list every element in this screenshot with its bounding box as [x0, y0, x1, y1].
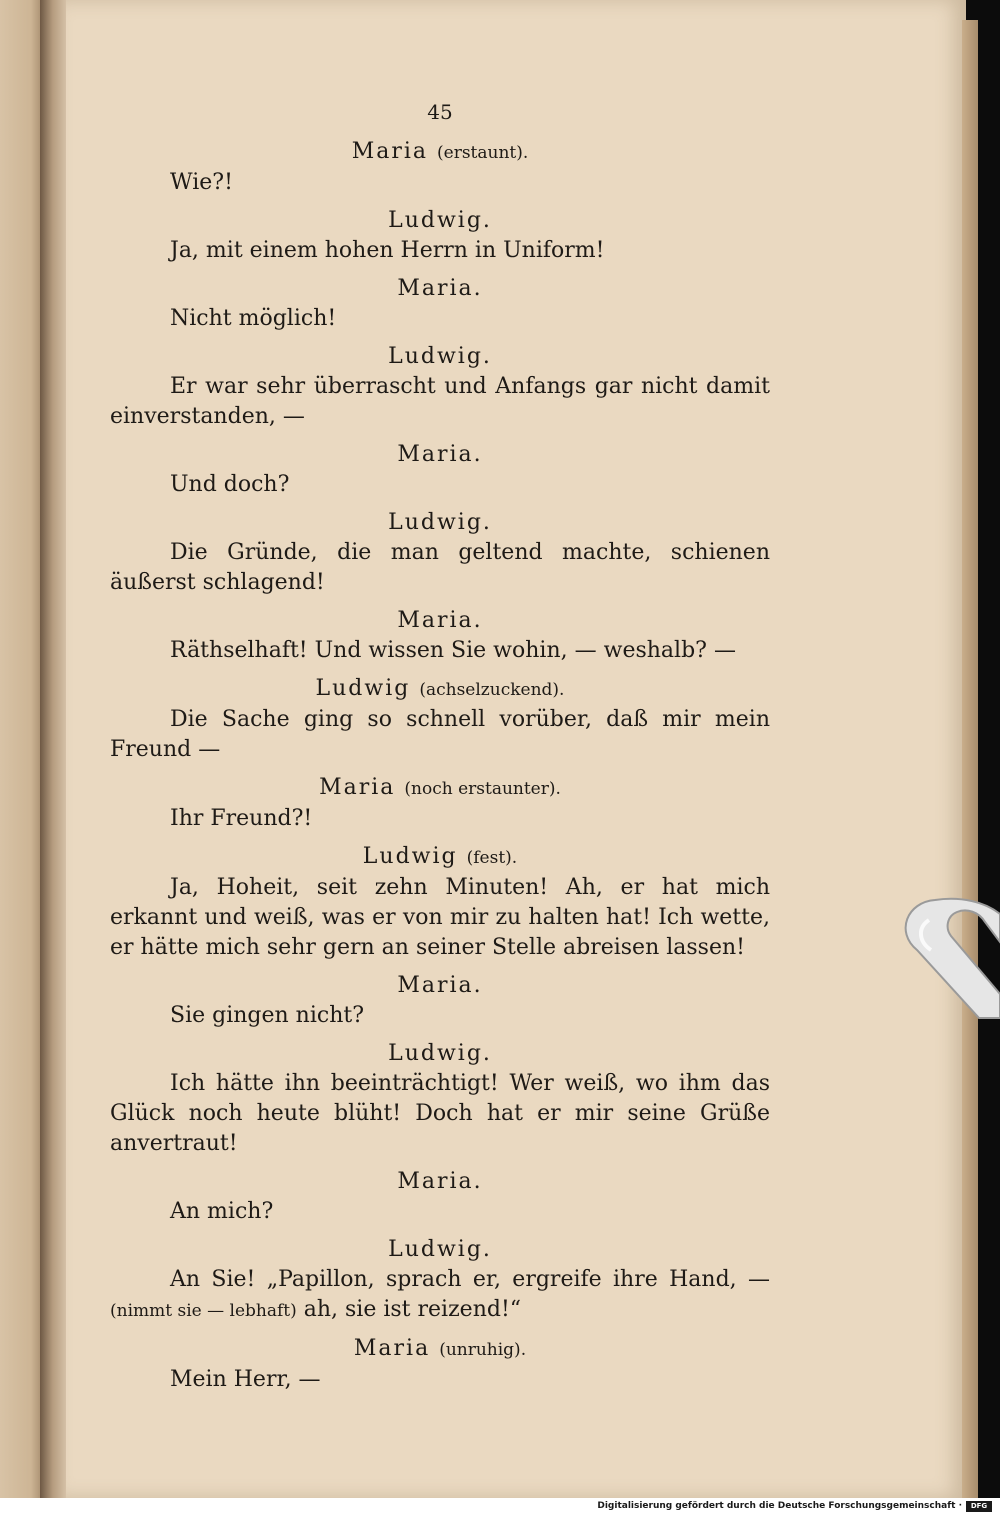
dialogue-line: Und doch? — [170, 472, 290, 497]
speaker-heading — [110, 1235, 770, 1265]
speaker-name: Maria. — [397, 973, 483, 998]
left-page-edge — [0, 0, 44, 1498]
dialogue-line: Sie gingen nicht? — [170, 1003, 365, 1028]
speaker-heading — [110, 1334, 770, 1365]
dialogue-line — [110, 1265, 770, 1326]
inline-stage-direction: (nimmt sie — lebhaft) — [110, 1301, 297, 1321]
dialogue-text: ah, sie ist reizend!“ — [303, 1297, 522, 1322]
dialogue-text: An Sie! „Papillon, sprach er, ergreife ihre Hand, — — [170, 1267, 770, 1292]
speaker-name: Maria. — [397, 442, 483, 467]
speaker-heading — [110, 674, 770, 705]
speaker-heading — [110, 842, 770, 873]
speaker-heading — [110, 274, 770, 304]
dfg-logo: DFG — [966, 1501, 992, 1512]
dialogue-line: Mein Herr, — — [170, 1367, 321, 1392]
stage-direction: (noch erstaunter). — [404, 779, 561, 799]
dialogue-line: An mich? — [170, 1199, 274, 1224]
dialogue-line: Räthselhaft! Und wissen Sie wohin, — weshalb? — — [170, 638, 736, 663]
dialogue-line: Ja, mit einem hohen Herrn in Uniform! — [170, 238, 605, 263]
speaker-name: Ludwig. — [388, 1041, 492, 1066]
speaker-heading — [110, 971, 770, 1001]
speaker-heading — [110, 1039, 770, 1069]
speaker-name: Ludwig — [362, 844, 458, 869]
speaker-name: Maria — [353, 1336, 431, 1361]
speaker-heading — [110, 206, 770, 236]
speaker-heading — [110, 1167, 770, 1197]
speaker-name: Maria — [351, 139, 429, 164]
page-stack-edge — [962, 20, 978, 1498]
page-text — [110, 95, 770, 1395]
speaker-name: Ludwig. — [388, 1237, 492, 1262]
speaker-heading — [110, 342, 770, 372]
page-number: 45 — [427, 100, 453, 124]
stage-direction: (fest). — [466, 848, 518, 868]
stage-direction: (erstaunt). — [437, 143, 529, 163]
speaker-heading — [110, 440, 770, 470]
speaker-name: Maria — [319, 775, 396, 800]
dialogue-line: Die Gründe, die man geltend machte, schienen äußerst schlagend! — [110, 540, 770, 595]
stage-direction: (achselzuckend). — [419, 680, 565, 700]
speaker-name: Maria. — [397, 276, 483, 301]
page-clip-icon — [895, 886, 1000, 1026]
dialogue-line: Nicht möglich! — [170, 306, 337, 331]
speaker-name: Ludwig. — [388, 344, 492, 369]
dialogue-line: Ich hätte ihn beeinträchtigt! Wer weiß, wo ihm das Glück noch heute blüht! Doch hat er mir seine Grüße anvertraut! — [110, 1071, 770, 1156]
dfg-credit-text: Digitalisierung gefördert durch die Deutsche Forschungsgemeinschaft · — [597, 1501, 962, 1511]
speaker-heading — [110, 606, 770, 636]
dialogue-line: Wie?! — [170, 170, 233, 195]
speaker-heading — [110, 508, 770, 538]
speaker-heading — [110, 137, 770, 168]
stage-direction: (unruhig). — [439, 1340, 527, 1360]
speaker-name: Ludwig. — [388, 208, 492, 233]
dialogue-line: Er war sehr überrascht und Anfangs gar nicht damit einverstanden, — — [110, 374, 770, 429]
speaker-name: Maria. — [397, 1169, 483, 1194]
dialogue-line: Ihr Freund?! — [170, 806, 313, 831]
speaker-name: Ludwig — [315, 676, 411, 701]
dialogue-line: Die Sache ging so schnell vorüber, daß mir mein Freund — — [110, 707, 770, 762]
speaker-name: Maria. — [397, 608, 483, 633]
speaker-heading — [110, 773, 770, 804]
speaker-name: Ludwig. — [388, 510, 492, 535]
dialogue-line: Ja, Hoheit, seit zehn Minuten! Ah, er hat mich erkannt und weiß, was er von mir zu halten hat! Ich wette, er hätte mich sehr gern an seiner Stelle abreisen lassen! — [110, 875, 770, 960]
